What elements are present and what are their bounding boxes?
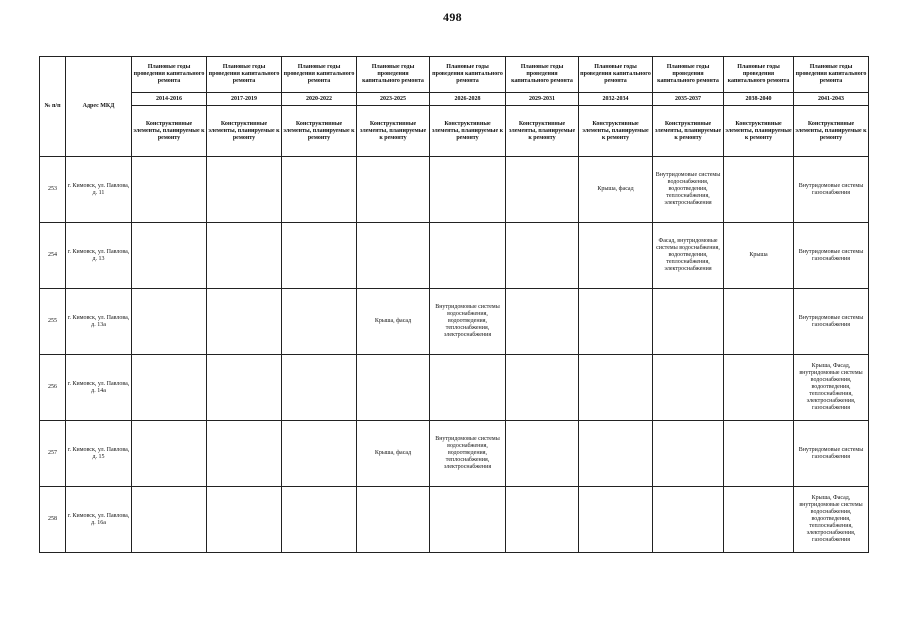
table-cell: Внутридомовые системы газоснабжения [794,289,869,355]
table-cell [724,289,794,355]
table-cell [579,487,653,553]
table-cell: Крыша, Фасад, внутридомовые системы водоснабжения, водоотведения, теплоснабжения, электроснабжения, газоснабжения [794,487,869,553]
table-cell [506,487,579,553]
table-cell: Внутридомовые системы водоснабжения, водоотведения, теплоснабжения, электроснабжения [653,157,724,223]
table-cell [282,223,357,289]
header-planned-years: Плановые годы проведения капитального ремонта [282,57,357,93]
table-cell [282,355,357,421]
table-row [40,487,869,553]
table-cell [653,421,724,487]
table-cell [132,157,207,223]
header-planned-years: Плановые годы проведения капитального ремонта [794,57,869,93]
table-cell [506,289,579,355]
table-row [40,289,869,355]
capital-repair-table [39,56,869,553]
row-address: г. Кимовск, ул. Павлова, д. 11 [66,157,132,223]
table-cell [132,421,207,487]
header-planned-years: Плановые годы проведения капитального ремонта [357,57,430,93]
header-planned-years: Плановые годы проведения капитального ремонта [724,57,794,93]
table-cell: Крыша, фасад [357,421,430,487]
header-period: 2023-2025 [357,93,430,106]
header-planned-years: Плановые годы проведения капитального ремонта [430,57,506,93]
header-elements: Конструктивные элементы, планируемые к ремонту [653,106,724,157]
header-elements: Конструктивные элементы, планируемые к ремонту [357,106,430,157]
table-row [40,157,869,223]
table-cell [724,487,794,553]
header-period: 2029-2031 [506,93,579,106]
table-row [40,421,869,487]
table-row [40,355,869,421]
header-planned-years: Плановые годы проведения капитального ремонта [207,57,282,93]
table-cell [724,355,794,421]
table-cell [207,421,282,487]
row-address: г. Кимовск, ул. Павлова, д. 13 [66,223,132,289]
header-planned-years: Плановые годы проведения капитального ремонта [506,57,579,93]
table-cell [282,157,357,223]
table-cell: Внутридомовые системы газоснабжения [794,223,869,289]
table-cell [357,355,430,421]
header-elements: Конструктивные элементы, планируемые к ремонту [430,106,506,157]
table-cell [653,355,724,421]
header-period: 2035-2037 [653,93,724,106]
header-elements: Конструктивные элементы, планируемые к ремонту [794,106,869,157]
page-number: 498 [443,10,462,24]
table-cell [132,355,207,421]
row-number: 256 [40,355,66,421]
header-elements: Конструктивные элементы, планируемые к ремонту [579,106,653,157]
table-cell [207,355,282,421]
table-cell [579,355,653,421]
header-elements: Конструктивные элементы, планируемые к ремонту [207,106,282,157]
header-row-planned-years [40,57,869,93]
header-row-elements [40,106,869,157]
table-cell [579,421,653,487]
row-number: 258 [40,487,66,553]
row-number: 255 [40,289,66,355]
table-cell [506,421,579,487]
table-cell [724,157,794,223]
table-cell [132,487,207,553]
header-period: 2041-2043 [794,93,869,106]
row-address: г. Кимовск, ул. Павлова, д. 14а [66,355,132,421]
header-elements: Конструктивные элементы, планируемые к ремонту [724,106,794,157]
table-cell [430,223,506,289]
table-cell [724,421,794,487]
table-cell [506,355,579,421]
table-cell [579,289,653,355]
table-cell [506,157,579,223]
table-cell: Фасад, внутридомовые системы водоснабжения, водоотведения, теплоснабжения, электроснабжения [653,223,724,289]
table-cell: Крыша, Фасад, внутридомовые системы водоснабжения, водоотведения, теплоснабжения, электроснабжения, газоснабжения [794,355,869,421]
table-cell: Внутридомовые системы газоснабжения [794,157,869,223]
header-planned-years: Плановые годы проведения капитального ремонта [579,57,653,93]
header-address: Адрес МКД [66,57,132,157]
table-cell: Крыша, фасад [579,157,653,223]
header-planned-years: Плановые годы проведения капитального ремонта [132,57,207,93]
table-cell [132,223,207,289]
table-cell [653,289,724,355]
row-address: г. Кимовск, ул. Павлова, д. 16а [66,487,132,553]
row-address: г. Кимовск, ул. Павлова, д. 13а [66,289,132,355]
table-cell [282,289,357,355]
header-period: 2038-2040 [724,93,794,106]
row-number: 253 [40,157,66,223]
header-planned-years: Плановые годы проведения капитального ремонта [653,57,724,93]
header-period: 2017-2019 [207,93,282,106]
row-number: 257 [40,421,66,487]
table-cell [357,487,430,553]
table-cell [207,487,282,553]
header-elements: Конструктивные элементы, планируемые к ремонту [506,106,579,157]
table-cell [132,289,207,355]
table-cell [430,487,506,553]
header-elements: Конструктивные элементы, планируемые к ремонту [282,106,357,157]
table-cell [430,157,506,223]
table-cell: Внутридомовые системы газоснабжения [794,421,869,487]
table-cell: Внутридомовые системы водоснабжения, водоотведения, теплоснабжения, электроснабжения [430,421,506,487]
table-row [40,223,869,289]
header-period: 2020-2022 [282,93,357,106]
row-address: г. Кимовск, ул. Павлова, д. 15 [66,421,132,487]
table-cell [207,289,282,355]
header-num: № п/п [40,57,66,157]
table-cell [282,421,357,487]
table-cell: Внутридомовые системы водоснабжения, водоотведения, теплоснабжения, электроснабжения [430,289,506,355]
table-cell [207,223,282,289]
table-cell [506,223,579,289]
table-cell [357,157,430,223]
header-period: 2032-2034 [579,93,653,106]
header-period: 2014-2016 [132,93,207,106]
table-cell [430,355,506,421]
header-period: 2026-2028 [430,93,506,106]
row-number: 254 [40,223,66,289]
table-cell [207,157,282,223]
table-cell: Крыша [724,223,794,289]
table-cell: Крыша, фасад [357,289,430,355]
header-row-periods [40,93,869,106]
table-cell [579,223,653,289]
table-cell [282,487,357,553]
table-cell [357,223,430,289]
header-elements: Конструктивные элементы, планируемые к ремонту [132,106,207,157]
table-cell [653,487,724,553]
